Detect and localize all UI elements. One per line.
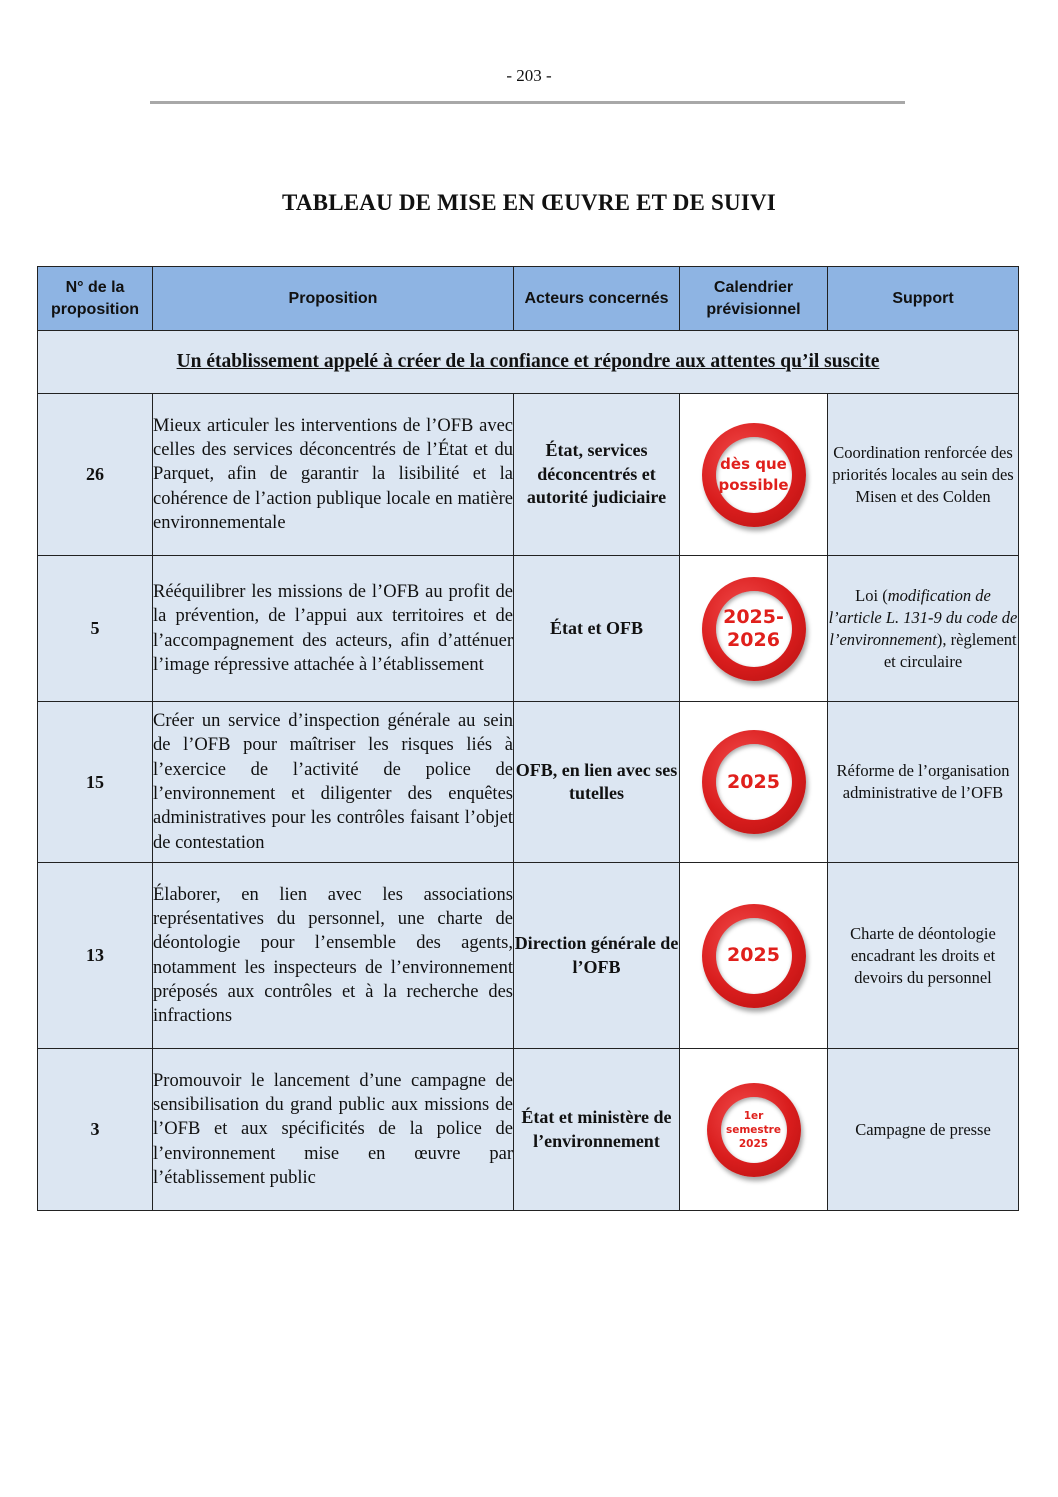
actors-cell: Direction générale de l’OFB (514, 863, 680, 1049)
actors-cell: État et ministère de l’environnement (514, 1049, 680, 1211)
calendar-seal (702, 423, 806, 527)
support-cell: Réforme de l’organisation administrative de l’OFB (828, 702, 1019, 863)
header-actors: Acteurs concernés (514, 267, 680, 331)
support-cell: Campagne de presse (828, 1049, 1019, 1211)
calendar-cell (680, 702, 828, 863)
header-divider (150, 101, 905, 104)
table-row (38, 394, 1019, 556)
proposal-number: 15 (38, 702, 153, 863)
support-cell: Charte de déontologie encadrant les droits et devoirs du personnel (828, 863, 1019, 1049)
table-row (38, 702, 1019, 863)
support-cell (828, 556, 1019, 702)
table-row (38, 556, 1019, 702)
calendar-seal-label: 1er semestre 2025 (721, 1097, 787, 1163)
support-text-end: ), règlement et circulaire (883, 629, 1017, 671)
actors-cell: OFB, en lien avec ses tutelles (514, 702, 680, 863)
calendar-seal-label: dès que possible (716, 437, 792, 513)
proposal-text: Rééquilibrer les missions de l’OFB au profit de la prévention, de l’appui aux territoires et de l’accompagnement des acteurs, afin d’atténuer l’image répressive attachée à l’établissement (153, 556, 514, 702)
support-cell: Coordination renforcée des priorités locales au sein des Misen et des Colden (828, 394, 1019, 556)
table-header-row (38, 267, 1019, 331)
calendar-cell (680, 394, 828, 556)
calendar-cell (680, 556, 828, 702)
proposal-text: Créer un service d’inspection générale au sein de l’OFB pour maîtriser les risques liés à l’exercice de l’activité de police de l’environnement et diligenter des enquêtes administratives pour les contrôles faisant l’objet de contestation (153, 702, 514, 863)
calendar-seal (702, 730, 806, 834)
section-row (38, 331, 1019, 394)
proposal-number: 3 (38, 1049, 153, 1211)
calendar-cell (680, 1049, 828, 1211)
document-title: TABLEAU DE MISE EN ŒUVRE ET DE SUIVI (282, 190, 776, 215)
calendar-seal-label: 2025 (716, 918, 792, 994)
calendar-cell (680, 863, 828, 1049)
proposal-text: Mieux articuler les interventions de l’OFB avec celles des services déconcentrés de l’État et du Parquet, afin de garantir la lisibilité et la cohérence de l’action publique locale en matière environnementale (153, 394, 514, 556)
header-number: N° de la proposition (38, 267, 153, 331)
proposal-number: 26 (38, 394, 153, 556)
table-row (38, 1049, 1019, 1211)
implementation-table (37, 266, 1019, 1211)
proposal-text: Promouvoir le lancement d’une campagne de sensibilisation du grand public aux missions de l’OFB et aux spécificités de la police de l’environnement mise en œuvre par l’établissement public (153, 1049, 514, 1211)
support-text: Loi ( (855, 585, 888, 605)
calendar-seal-label: 2025 (716, 744, 792, 820)
section-title: Un établissement appelé à créer de la confiance et répondre aux attentes qu’il suscite (38, 331, 1019, 394)
calendar-seal (702, 904, 806, 1008)
proposal-number: 5 (38, 556, 153, 702)
header-calendar: Calendrier prévisionnel (680, 267, 828, 331)
proposal-number: 13 (38, 863, 153, 1049)
actors-cell: État, services déconcentrés et autorité judiciaire (514, 394, 680, 556)
actors-cell: État et OFB (514, 556, 680, 702)
table-row (38, 863, 1019, 1049)
page-number: - 203 - (506, 66, 552, 85)
header-support: Support (828, 267, 1019, 331)
calendar-seal (702, 577, 806, 681)
support-italic-text: modification de l’article L. 131-9 du code de l’environnement (828, 585, 1018, 649)
calendar-seal (707, 1083, 801, 1177)
proposal-text: Élaborer, en lien avec les associations représentatives du personnel, une charte de déontologie pour l’ensemble des agents, notamment les inspecteurs de l’environnement préposés aux contrôles et à la recherche des infractions (153, 863, 514, 1049)
header-proposition: Proposition (153, 267, 514, 331)
calendar-seal-label: 2025-2026 (716, 591, 792, 667)
